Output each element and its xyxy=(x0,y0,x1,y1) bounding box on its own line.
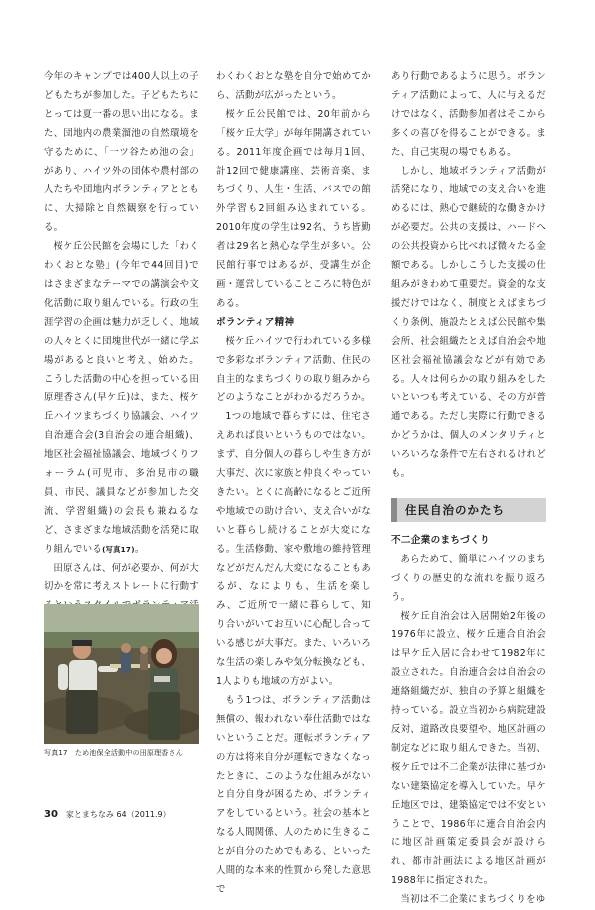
subheading: ボランティア精神 xyxy=(216,316,295,328)
page-footer xyxy=(44,809,171,820)
paragraph: 桜ケ丘ハイツで行われている多様で多彩なボランティア活動、住民の自主的なまちづくりの取り組みからどのようなことがわかるだろうか。 xyxy=(216,335,371,404)
paragraph xyxy=(44,238,199,559)
paragraph-text: 桜ケ丘公民館を会場にした「わくわくおとな塾」(今年で44回目)ではさまざまなテーマでの講演会や文化活動に取り組んでいる。行政の生涯学習の企画は魅力が乏しく、地域の人々とくに団塊世代が一緒に学ぶ場があると良いと考え、始めた。こうした活動の中心を担っている田原理香さん(早ケ丘)は、また、桜ケ丘ハイツまちづくり協議会、ハイツ自治連合会(3自治会の連合組織)、地区社会福祉協議会、地域づくりフォーラム(可児市、多治見市の職員、市民、議員などが参加した交流、学習組織)の会長も兼ねるなど、さまざまな地域活動を活発に取り組んでいる xyxy=(44,241,199,555)
text-column-3 xyxy=(391,68,546,910)
photo-17 xyxy=(44,604,199,744)
paragraph: しかし、地域ボランティア活動が活発になり、地域での支え合いを進めるには、熱心で継続的な働きかけが必要だ。公共の支援は、ハードへの公共投資から比べれば微々たる金額である。しかしこうした支援の仕組みがきわめて重要だ。資金的な支援だけではなく、制度とえばまちづくり条例、施設たとえば公民館や集会所、社会組織たとえば自治会や地区社会福祉協議会などが有効である。人々は何らかの取り組みをしたいといつも考えている、その方が普通である。ただし実際に行動できるかどうかは、個人のメンタリティといろいろな条件で左右されるけれども。 xyxy=(391,165,546,480)
publication-name: 家とまちなみ 64（2011.9） xyxy=(65,810,171,819)
paragraph: 1つの地域で暮らすには、住宅さえあれば良いというものではない。まず、自分個人の暮らしや生き方が大事だ、次に家族と仲良くやっていきたい。とくに高齢になるとご近所や地域での助け合い、支え合いがないと暮らし続けることが大変になる。生活修動、家や敷地の維持管理などがだんだん大変になることもあるが、なによりも、生活を楽しみ、ご近所で一緒に暮らして、知り合いがいてお互いに心配し合っている感じが大事だ。また、いろいろな生活の楽しみや気分転換なども、1人よりも地域の方がよい。 xyxy=(216,411,371,687)
paragraph-end: 。 xyxy=(134,543,145,555)
photo-reference: (写真17) xyxy=(102,544,135,554)
paragraph: あり行動であるように思う。ボランティア活動によって、人に与えるだけではなく、活動参加者はそこから多くの喜びを得ることができる。また、自己実現の場でもある。 xyxy=(391,71,546,158)
paragraph: 今年のキャンプでは400人以上の子どもたちが参加した。子どもたちにとっては夏一番の思い出になる。また、団地内の農業溜池の自然環境を守るために、「一ツ谷ため池の会」があり、ハイツ外の団体や農村部の人たちや団地内ボランティアとともに、大掃除と自然観察を行っている。 xyxy=(44,71,199,234)
paragraph: 桜ケ丘公民館では、20年前から「桜ケ丘大学」が毎年開講されている。2011年度企画では毎月1回、計12回で健康講座、芸術音楽、まちづくり、人生・生活、バスでの館外学習も2回組み込まれている。2010年度の学生は92名、うち皆勤者は29名と熱心な学生が多い。公民館行事ではあるが、受講生が企画・運営していることころに特色がある。 xyxy=(216,108,371,309)
paragraph: 桜ケ丘自治会は入居開始2年後の1976年に設立、桜ケ丘連合自治会は早ケ丘入居に合わせて1982年に設立された。自治連合会は自治会の連絡組織だが、独自の予算と組織を持っている。設立当初から病院建設反対、道路改良要望や、地区計画の制定などに取り組んできた。当初、桜ケ丘では不二企業が法律に基づかない建築協定を導入していた。早ケ丘地区では、建築協定では不安ということで、1986年に連合自治会内に地区計画策定委員会が設けられ、都市計画法による地区計画が1988年に指定された。 xyxy=(391,610,546,887)
photo-caption: 写真17 ため池保全活動中の田原理香さん xyxy=(44,749,183,757)
paragraph: もう1つは、ボランティア活動は無償の、報われない奉仕活動ではないということだ。運転ボランティアの方は将来自分が運転できなくなったときに、このような仕組みがないと自分自身が困るため、ボランティアをしているという。社会の基本となる人間関係、人のために生きることが自分のためでもある、といった人間的な本来的性質から発した意思で xyxy=(216,694,371,895)
photo-illustration xyxy=(44,604,199,744)
page-number: 30 xyxy=(44,809,58,820)
paragraph: わくわくおとな塾を自分で始めてから、活動が広がったという。 xyxy=(216,71,371,101)
section-heading: 住民自治のかたち xyxy=(391,498,546,522)
paragraph: あらためて、簡単にハイツのまちづくりの歴史的な流れを振り返ろう。 xyxy=(391,553,546,603)
paragraph: 当初は不二企業にまちづくりをゆ xyxy=(400,894,546,906)
subheading: 不二企業のまちづくり xyxy=(391,534,490,546)
paragraph: 田原さんは、何が必要か、何が大切かを常に考えストレートに行動す xyxy=(44,562,199,593)
text-column-2 xyxy=(216,68,371,900)
text-column-1 xyxy=(44,68,199,692)
